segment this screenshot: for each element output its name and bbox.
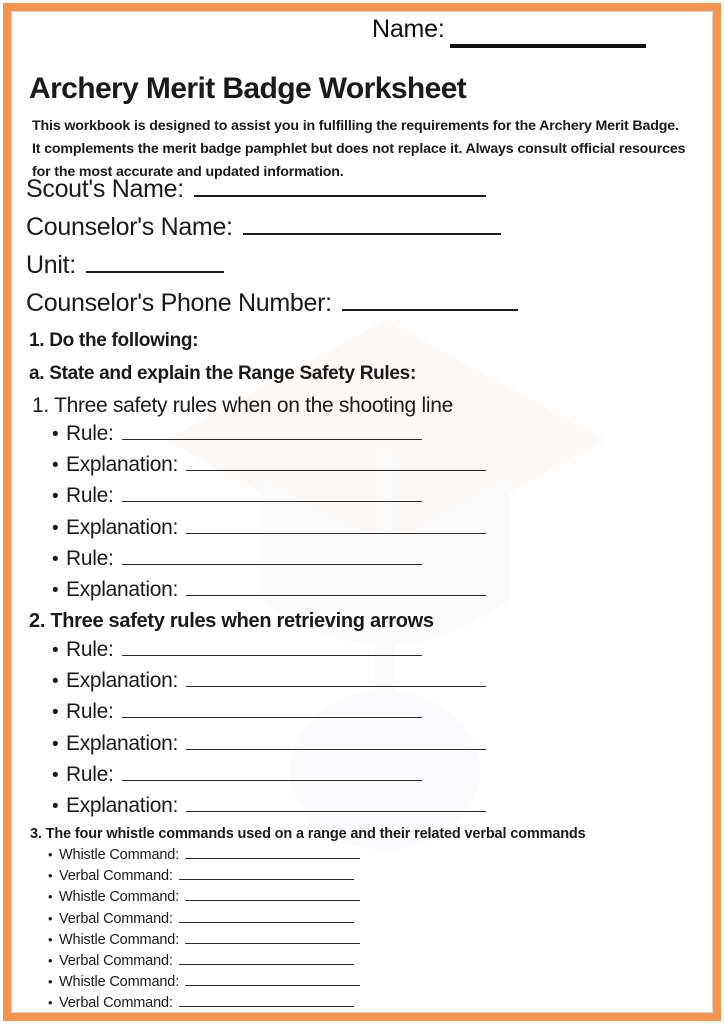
scout-name-label: Scout's Name: <box>26 175 184 203</box>
scout-name-input[interactable] <box>194 175 486 197</box>
list-item <box>48 952 360 973</box>
bullet-icon: • <box>52 671 59 693</box>
bullet-icon: • <box>48 931 53 947</box>
blank-write-in-line[interactable] <box>122 638 422 656</box>
requirement-1a2-heading: 2. Three safety rules when retrieving arrows <box>29 610 434 632</box>
shooting-line-blank-list <box>52 422 486 609</box>
bullet-icon: • <box>52 424 59 445</box>
whistle-command-blank-list <box>48 846 360 1016</box>
blank-write-in-line[interactable] <box>186 794 486 812</box>
list-item <box>52 638 486 669</box>
list-item <box>48 910 360 931</box>
page-title: Archery Merit Badge Worksheet <box>29 72 467 106</box>
blank-label: Rule: <box>66 638 114 661</box>
field-row-counselor-name <box>26 213 696 251</box>
bullet-icon: • <box>48 868 53 884</box>
list-item <box>48 867 360 888</box>
blank-label: Explanation: <box>66 669 178 693</box>
counselor-name-input[interactable] <box>243 213 501 235</box>
requirement-1-heading: 1. Do the following: <box>29 330 199 351</box>
field-row-scout-name <box>26 175 696 213</box>
blank-write-in-line[interactable] <box>179 994 354 1007</box>
bullet-icon: • <box>52 733 59 755</box>
blank-label: Explanation: <box>66 577 178 601</box>
blank-write-in-line[interactable] <box>179 952 354 965</box>
counselor-phone-label: Counselor's Phone Number: <box>26 289 332 317</box>
requirement-1a1-heading: 1. Three safety rules when on the shooting line <box>32 394 453 417</box>
unit-input[interactable] <box>86 251 224 273</box>
retrieving-arrows-blank-list <box>52 638 486 825</box>
requirement-1a3-heading: 3. The four whistle commands used on a range and their related verbal commands <box>30 826 586 842</box>
blank-write-in-line[interactable] <box>185 931 360 944</box>
blank-write-in-line[interactable] <box>185 846 360 859</box>
counselor-name-label: Counselor's Name: <box>26 213 233 241</box>
list-item <box>52 547 486 578</box>
blank-label: Whistle Command: <box>59 931 180 948</box>
list-item <box>52 732 486 763</box>
bullet-icon: • <box>52 517 59 539</box>
bullet-icon: • <box>48 889 53 905</box>
blank-label: Verbal Command: <box>59 868 173 885</box>
bullet-icon: • <box>52 579 59 601</box>
list-item <box>52 763 486 794</box>
list-item <box>52 453 486 484</box>
bullet-icon: • <box>48 910 53 926</box>
bullet-icon: • <box>52 548 59 570</box>
list-item <box>48 931 360 952</box>
blank-label: Verbal Command: <box>59 995 173 1012</box>
blank-write-in-line[interactable] <box>186 732 486 750</box>
list-item <box>52 794 486 825</box>
unit-label: Unit: <box>26 251 76 279</box>
list-item <box>48 973 360 994</box>
requirement-1a-heading: a. State and explain the Range Safety Rules: <box>29 363 416 384</box>
name-label: Name: <box>372 15 445 43</box>
blank-label: Explanation: <box>66 515 178 539</box>
blank-label: Rule: <box>66 700 114 724</box>
blank-write-in-line[interactable] <box>185 888 360 901</box>
blank-write-in-line[interactable] <box>185 973 360 986</box>
intro-paragraph: This workbook is designed to assist you in fulfilling the requirements for the Archery Merit Badge. It complements the merit badge pamphlet but does not replace it. Always consult official resources for the most accurate and updated information. <box>32 118 686 181</box>
blank-label: Verbal Command: <box>59 952 173 969</box>
blank-write-in-line[interactable] <box>186 516 486 534</box>
bullet-icon: • <box>52 702 59 724</box>
bullet-icon: • <box>52 640 59 661</box>
blank-write-in-line[interactable] <box>122 547 422 565</box>
bullet-icon: • <box>52 764 59 786</box>
name-write-in-line[interactable] <box>450 44 646 48</box>
blank-write-in-line[interactable] <box>186 453 486 471</box>
blank-label: Verbal Command: <box>59 910 173 927</box>
bullet-icon: • <box>52 795 59 817</box>
blank-label: Rule: <box>66 762 114 786</box>
blank-write-in-line[interactable] <box>186 669 486 687</box>
blank-write-in-line[interactable] <box>122 700 422 718</box>
bullet-icon: • <box>48 974 53 990</box>
field-row-counselor-phone <box>26 289 696 327</box>
bullet-icon: • <box>52 455 59 477</box>
blank-write-in-line[interactable] <box>122 763 422 781</box>
blank-label: Explanation: <box>66 793 178 817</box>
bullet-icon: • <box>48 847 53 862</box>
blank-write-in-line[interactable] <box>179 867 354 880</box>
field-row-unit <box>26 251 696 289</box>
list-item <box>48 846 360 867</box>
blank-label: Whistle Command: <box>59 847 180 863</box>
list-item <box>52 484 486 515</box>
blank-label: Whistle Command: <box>59 974 180 991</box>
blank-label: Rule: <box>66 422 114 445</box>
list-item <box>52 578 486 609</box>
blank-write-in-line[interactable] <box>179 910 354 923</box>
list-item <box>48 888 360 909</box>
bullet-icon: • <box>48 952 53 968</box>
list-item <box>52 516 486 547</box>
blank-label: Whistle Command: <box>59 889 180 906</box>
blank-write-in-line[interactable] <box>122 484 422 502</box>
blank-label: Explanation: <box>66 731 178 755</box>
blank-label: Rule: <box>66 484 114 508</box>
blank-label: Rule: <box>66 546 114 570</box>
list-item <box>52 700 486 731</box>
bullet-icon: • <box>52 486 59 508</box>
blank-write-in-line[interactable] <box>122 422 422 440</box>
list-item <box>52 422 486 453</box>
list-item <box>52 669 486 700</box>
identity-fields <box>26 175 696 327</box>
name-field-row <box>12 12 712 54</box>
bullet-icon: • <box>48 995 53 1011</box>
counselor-phone-input[interactable] <box>342 289 518 311</box>
worksheet-content <box>12 12 712 1012</box>
blank-write-in-line[interactable] <box>186 578 486 596</box>
blank-label: Explanation: <box>66 453 178 477</box>
list-item <box>48 994 360 1015</box>
